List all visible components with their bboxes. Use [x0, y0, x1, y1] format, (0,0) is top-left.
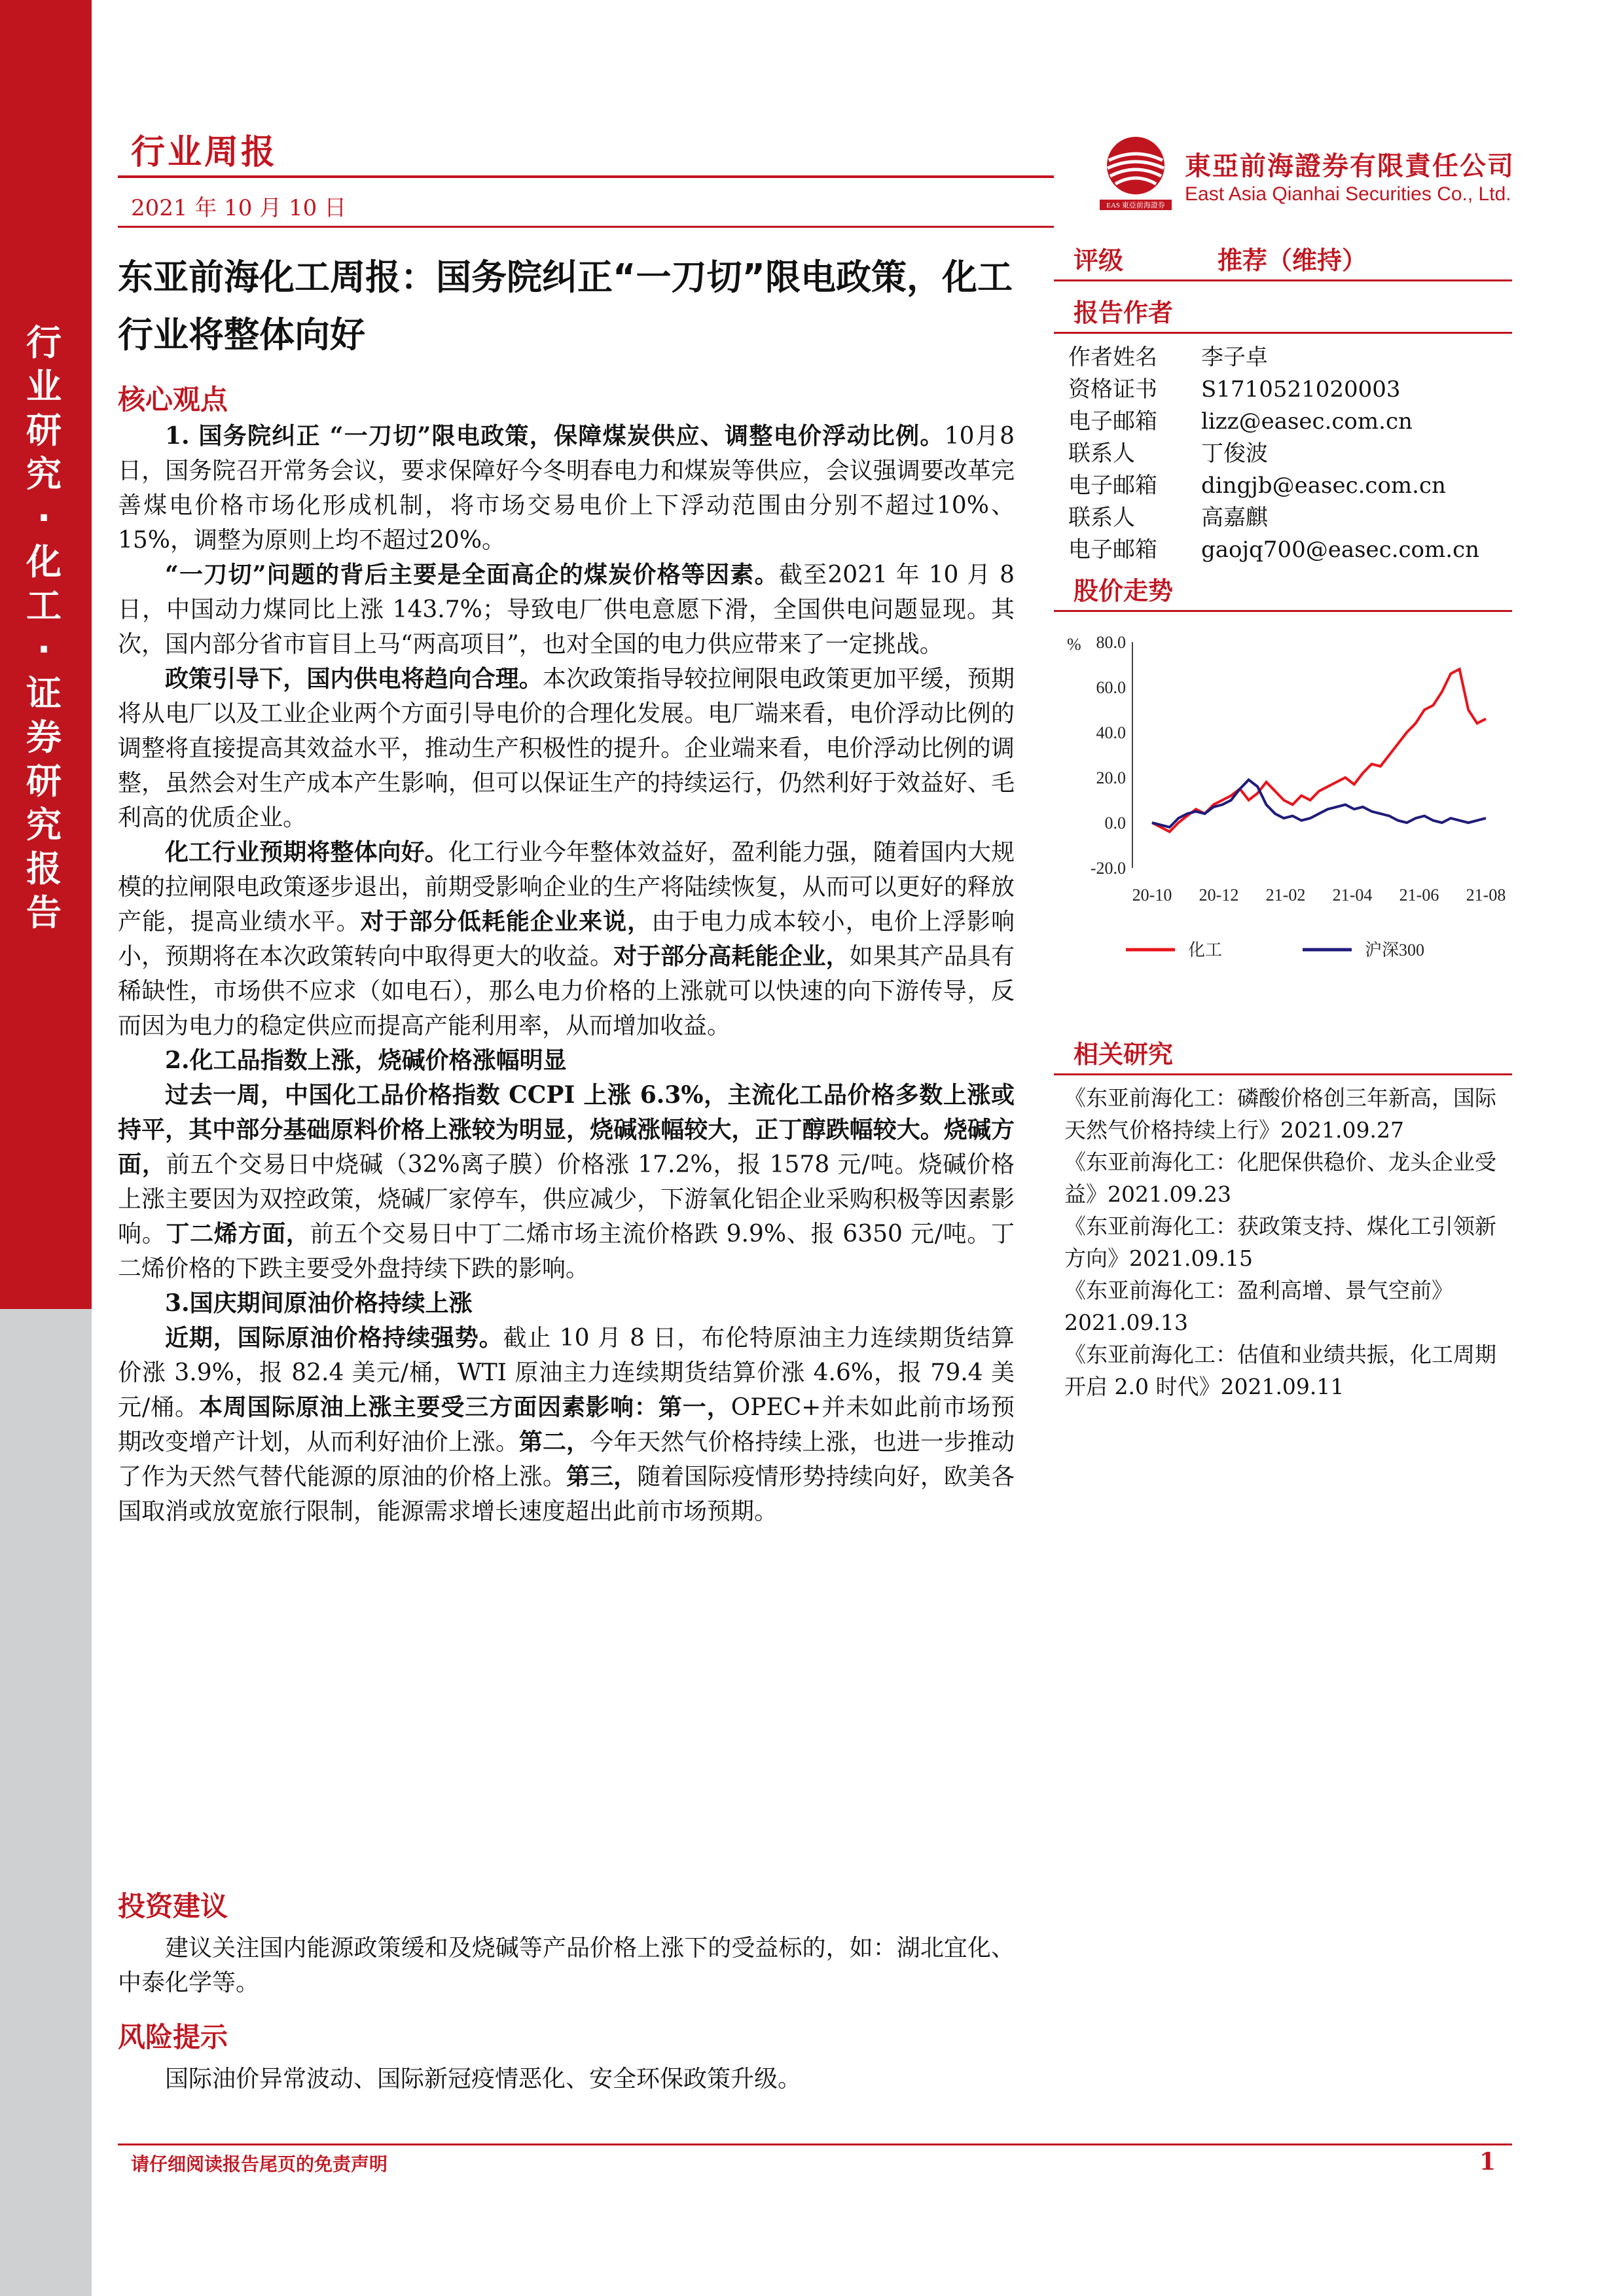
paragraph	[118, 419, 1015, 558]
x-tick-label: 20-10	[1132, 886, 1172, 905]
report-type-label: 行业周报	[131, 133, 278, 172]
related-report-link[interactable]: 《东亚前海化工：盈利高增、景气空前》2021.09.13	[1064, 1278, 1453, 1335]
paragraph-text: 截至2021 年 10 月 8 日，中国动力煤同比上涨 143.7%；导致电厂供电意愿下滑，全国供电问题显现。其次，国内部分省市盲目上马“两高项目”，也对全国的电力供应带来了一定挑战。	[118, 562, 1015, 658]
y-axis-unit: %	[1067, 635, 1081, 654]
y-tick-label: 60.0	[1096, 678, 1126, 697]
paragraph-text: 前五个交易日中烧碱（32%离子膜）价格涨 17.2%，报 1578 元/吨。烧碱价格上涨主要因为双控政策，烧碱厂家停车，供应减少，下游氧化铝企业采购积极等因素影响。	[118, 1151, 1015, 1247]
legend-label: 沪深300	[1365, 941, 1425, 960]
x-tick-label: 20-12	[1199, 886, 1239, 905]
bold-lead: 丁二烯方面，	[166, 1220, 310, 1247]
invest-body	[118, 1931, 1015, 2000]
section-heading-invest: 投资建议	[118, 1890, 228, 1922]
bold-lead: “一刀切”问题的背后主要是全面高企的煤炭价格等因素。	[165, 561, 779, 588]
bold-lead: 第二，	[518, 1428, 590, 1456]
company-logo-icon	[1100, 134, 1172, 213]
x-tick-label: 21-02	[1265, 886, 1306, 905]
right-column	[1054, 242, 1512, 1403]
series-line-chemical	[1152, 669, 1486, 831]
disclaimer-note: 请仔细阅读报告尾页的免责声明	[131, 2153, 388, 2175]
report-date: 2021 年 10 月 10 日	[131, 195, 347, 221]
chart-heading: 股价走势	[1054, 573, 1512, 612]
author-field-label: 联系人	[1068, 440, 1135, 467]
paragraph-text: 今年天然气价格持续上涨，也进一步推动了作为天然气替代能源的原油的价格上涨。	[118, 1429, 1015, 1490]
sidebar-band	[0, 0, 92, 1309]
authors-heading: 报告作者	[1054, 295, 1512, 334]
chart-svg	[1054, 616, 1512, 1022]
paragraph	[118, 662, 1015, 835]
author-field-value: S1710521020003	[1201, 376, 1401, 403]
paragraph-text: 10月8日，国务院召开常务会议，要求保障好今冬明春电力和煤炭等供应，会议强调要改革完善煤电价格市场化形成机制，将市场交易电价上下浮动范围由分别不超过10%、15%，调整为原则上均不超过20%。	[118, 423, 1015, 554]
author-row	[1054, 470, 1512, 502]
author-field-value[interactable]: gaojq700@easec.com.cn	[1201, 537, 1480, 563]
bold-lead: 政策引导下，国内供电将趋向合理。	[165, 665, 543, 692]
author-field-value: 高嘉麒	[1201, 505, 1268, 531]
author-row	[1054, 502, 1512, 534]
author-field-label: 作者姓名	[1068, 344, 1157, 370]
paragraph-text: OPEC+并未如此前市场预期改变增产计划，从而利好油价上涨。	[118, 1394, 1015, 1456]
y-tick-label: 80.0	[1096, 633, 1126, 652]
x-tick-label: 21-08	[1466, 886, 1506, 905]
related-heading: 相关研究	[1054, 1036, 1512, 1075]
paragraph	[118, 835, 1015, 1043]
subheading-text: 3.国庆期间原油价格持续上涨	[165, 1289, 473, 1317]
paragraph-text: 本次政策指导较拉闸限电政策更加平缓，预期将从电厂以及工业企业两个方面引导电价的合理化发展。电厂端来看，电价浮动比例的调整将直接提高其效益水平，推动生产积极性的提升。企业端来看，电价浮动比例的调整，虽然会对生产成本产生影响，但可以保证生产的持续运行，仍然利好于效益好、毛利高的优质企业。	[118, 666, 1015, 831]
paragraph-text: 截止 10 月 8 日，布伦特原油主力连续期货结算价涨 3.9%，报 82.4 美元/桶，WTI 原油主力连续期货结算价涨 4.6%，报 79.4 美元/桶。	[118, 1325, 1015, 1421]
related-list	[1054, 1082, 1512, 1403]
y-tick-label: 20.0	[1096, 768, 1126, 787]
related-report-link[interactable]: 《东亚前海化工：化肥保供稳价、龙头企业受益》2021.09.23	[1064, 1149, 1496, 1207]
x-tick-label: 21-04	[1332, 886, 1373, 905]
author-row	[1054, 438, 1512, 470]
related-report-link[interactable]: 《东亚前海化工：获政策支持、煤化工引领新方向》2021.09.15	[1064, 1213, 1496, 1271]
page-number: 1	[1479, 2148, 1496, 2176]
paragraph-text: 前五个交易日中丁二烯市场主流价格跌 9.9%、报 6350 元/吨。丁二烯价格的下跌主要受外盘持续下跌的影响。	[118, 1221, 1015, 1282]
bold-lead: 对于部分高耗能企业，	[613, 942, 850, 970]
paragraph	[118, 558, 1015, 662]
paragraph-text: 由于电力成本较小，电价上浮影响小，预期将在本次政策转向中取得更大的收益。	[118, 908, 1015, 970]
author-field-label: 电子邮箱	[1068, 473, 1157, 499]
author-field-label: 电子邮箱	[1068, 537, 1157, 563]
related-report-link[interactable]: 《东亚前海化工：磷酸价格创三年新高，国际天然气价格持续上行》2021.09.27	[1064, 1085, 1496, 1143]
bold-lead: 1. 国务院纠正 “一刀切”限电政策，保障煤炭供应、调整电价浮动比例。	[165, 422, 945, 450]
bold-lead: 过去一周，中国化工品价格指数 CCPI 上涨 6.3%，主流化工品价格多数上涨或持平，其中部分基础原料价格上涨较为明显，烧碱涨幅较大，正丁醇跌幅较大。	[118, 1081, 1015, 1143]
rating-row	[1054, 242, 1512, 281]
section-heading-risk: 风险提示	[118, 2021, 228, 2053]
author-row	[1054, 406, 1512, 438]
paragraph	[118, 1078, 1015, 1286]
risk-text: 国际油价异常波动、国际新冠疫情恶化、安全环保政策升级。	[165, 2066, 802, 2092]
rating-label: 评级	[1074, 246, 1124, 275]
rating-value: 推荐（维持）	[1218, 246, 1367, 275]
company-name-cn: 東亞前海證券有限責任公司	[1185, 151, 1515, 181]
y-tick-label: 0.0	[1104, 814, 1126, 833]
report-title: 东亚前海化工周报：国务院纠正“一刀切”限电政策，化工行业将整体向好	[118, 257, 1013, 355]
paragraph-text: 如果其产品具有稀缺性，市场供不应求（如电石），那么电力价格的上涨就可以快速的向下游传导，反而因为电力的稳定供应而提高产能利用率，从而增加收益。	[118, 943, 1015, 1039]
author-row	[1054, 374, 1512, 406]
logo-text: EAS 東亞前海證券	[1106, 202, 1165, 209]
author-field-value: 李子卓	[1201, 344, 1268, 370]
related-report-link[interactable]: 《东亚前海化工：估值和业绩共振，化工周期开启 2.0 时代》2021.09.11	[1064, 1342, 1496, 1399]
legend-label: 化工	[1188, 941, 1223, 960]
header-divider	[118, 175, 1054, 178]
y-tick-label: 40.0	[1096, 723, 1126, 742]
sidebar-grey-band	[0, 1309, 92, 2296]
bold-lead: 第三，	[566, 1463, 638, 1490]
subheading-text: 2.化工品指数上涨，烧碱价格涨幅明显	[165, 1047, 567, 1074]
author-field-value: 丁俊波	[1201, 440, 1268, 467]
author-field-value[interactable]: lizz@easec.com.cn	[1201, 408, 1413, 435]
y-tick-label: -20.0	[1090, 859, 1126, 878]
author-row	[1054, 342, 1512, 374]
invest-text: 建议关注国内能源政策缓和及烧碱等产品价格上涨下的受益标的，如：湖北宜化、中泰化学等。	[118, 1935, 1015, 1996]
bold-lead: 近期，国际原油价格持续强势。	[165, 1324, 503, 1352]
bold-lead: 化工行业预期将整体向好。	[165, 838, 448, 866]
paragraph-text: 随着国际疫情形势持续向好，欧美各国取消或放宽旅行限制，能源需求增长速度超出此前市场预期。	[118, 1463, 1015, 1525]
author-field-value[interactable]: dingjb@easec.com.cn	[1201, 473, 1446, 499]
author-row	[1054, 534, 1512, 566]
series-line-csi300	[1152, 780, 1486, 827]
company-name-en: East Asia Qianhai Securities Co., Ltd.	[1185, 183, 1511, 205]
paragraph	[118, 1321, 1015, 1529]
bold-lead: 本周国际原油上涨主要受三方面因素影响：第一，	[198, 1393, 731, 1421]
x-tick-label: 21-06	[1399, 886, 1439, 905]
bold-lead: 对于部分低耗能企业来说，	[360, 908, 652, 935]
sidebar-title: 行业研究·化工·证券研究报告	[26, 322, 62, 933]
section-heading-core: 核心观点	[118, 384, 228, 416]
footer-divider	[118, 2144, 1512, 2145]
stock-price-chart	[1054, 616, 1512, 1022]
author-field-label: 联系人	[1068, 505, 1135, 531]
bold-lead: 烧碱方面，	[118, 1116, 1015, 1178]
subheading	[118, 1043, 1015, 1078]
author-field-label: 资格证书	[1068, 376, 1157, 403]
risk-body	[118, 2062, 1015, 2096]
subheading	[118, 1286, 1015, 1321]
core-body	[118, 419, 1015, 1529]
author-table	[1054, 342, 1512, 566]
author-field-label: 电子邮箱	[1068, 408, 1157, 435]
header-divider-2	[118, 226, 1054, 228]
paragraph-text: 化工行业今年整体效益好，盈利能力强，随着国内大规模的拉闸限电政策逐步退出，前期受影响企业的生产将陆续恢复，从而可以更好的释放产能，提高业绩水平。	[118, 839, 1015, 935]
